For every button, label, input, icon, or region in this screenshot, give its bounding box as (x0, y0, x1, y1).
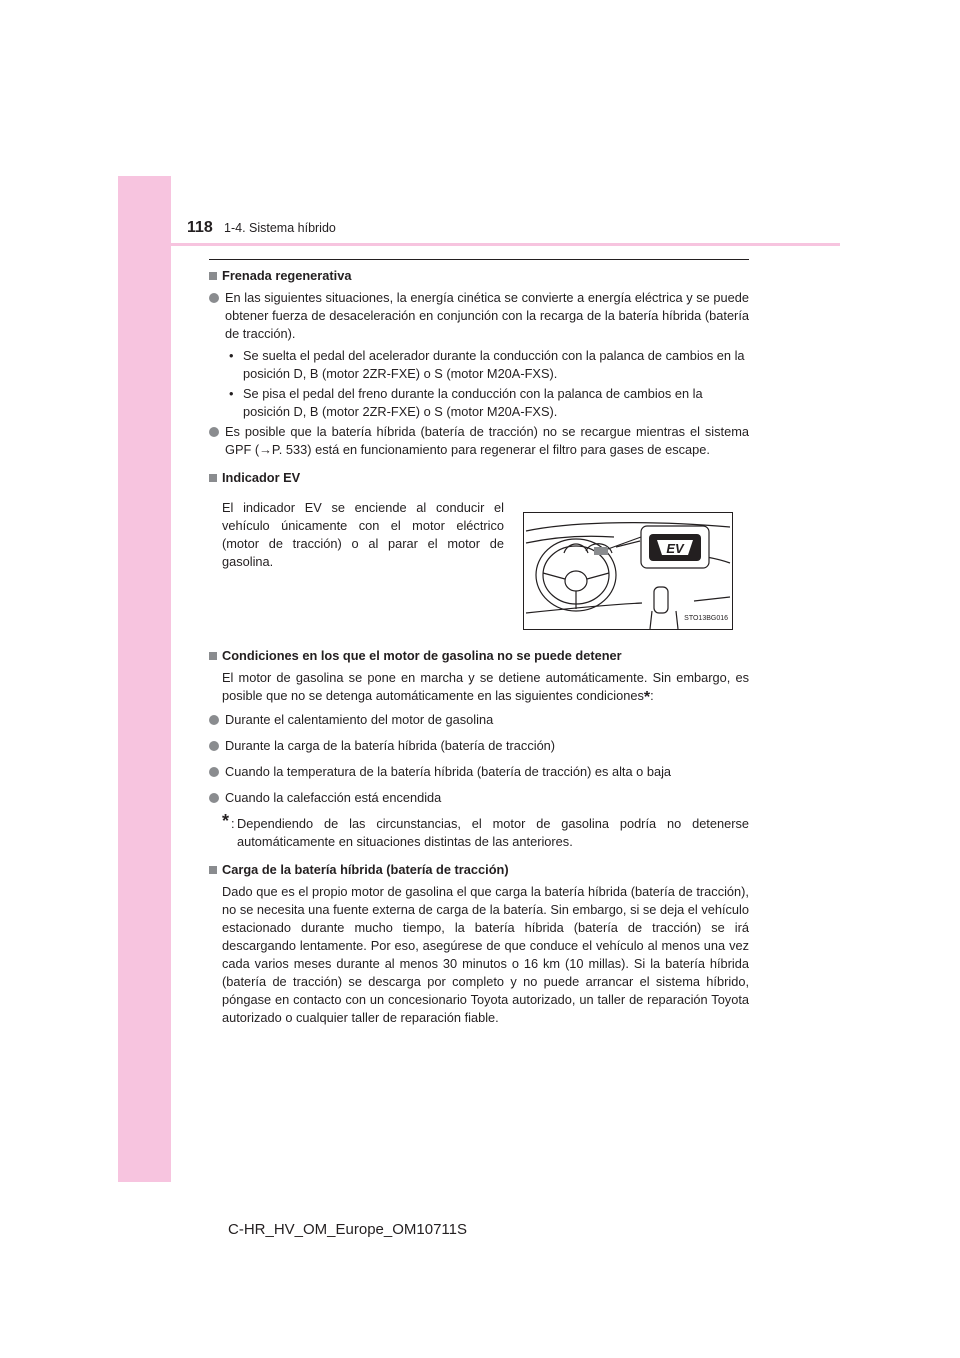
sub-item: • Se suelta el pedal del acelerador durante la conducción con la palanca de cambios en la posición D, B (motor 2ZR-FXE) o S (motor M20A-FXS). (229, 348, 745, 381)
heading-engine-conditions: Condiciones en los que el motor de gasolina no se puede detener (209, 647, 749, 665)
document-id: C-HR_HV_OM_Europe_OM10711S (228, 1221, 467, 1238)
page-content (209, 267, 749, 1031)
heading-battery-charging: Carga de la batería híbrida (batería de tracción) (209, 861, 749, 879)
ev-indicator-icon: EV (666, 541, 684, 556)
heading-ev-indicator: Indicador EV (209, 469, 749, 487)
bullet-item: Es posible que la batería híbrida (batería de tracción) no se recargue mientras el sistema GPF (→P. 533) está en funcionamiento para regenerar el filtro para gases de escape. (209, 423, 749, 459)
square-bullet-icon (209, 474, 217, 482)
dot-marker: • (229, 386, 234, 401)
square-bullet-icon (209, 652, 217, 660)
conditions-paragraph: El motor de gasolina se pone en marcha y se detiene automáticamente. Sin embargo, es posible que no se detenga automáticamente en las siguientes condiciones*: (222, 670, 749, 706)
heading-regenerative-braking: Frenada regenerativa (209, 267, 749, 285)
header-rule (171, 243, 840, 246)
circle-bullet-icon (209, 793, 219, 803)
bullet-item: Cuando la temperatura de la batería híbrida (batería de tracción) es alta o baja (209, 763, 749, 781)
page-number: 118 (187, 219, 213, 236)
footnote: * : Dependiendo de las circunstancias, el motor de gasolina podría no detenerse automáticamente en situaciones distintas de las anteriores. (222, 811, 749, 849)
content-top-rule (209, 259, 749, 260)
ev-description: El indicador EV se enciende al conducir el vehículo únicamente con el motor eléctrico (motor de tracción) o al parar el motor de gasolina. (222, 500, 504, 569)
circle-bullet-icon (209, 715, 219, 725)
dot-marker: • (229, 348, 234, 363)
bullet-item: Cuando la calefacción está encendida (209, 789, 749, 807)
bullet-item: Durante la carga de la batería híbrida (batería de tracción) (209, 737, 749, 755)
square-bullet-icon (209, 866, 217, 874)
bullet-item: Durante el calentamiento del motor de gasolina (209, 711, 749, 729)
circle-bullet-icon (209, 767, 219, 777)
ev-block (209, 491, 749, 641)
section-title: 1-4. Sistema híbrido (224, 221, 336, 235)
figure-code: STO13BG016 (684, 615, 728, 622)
circle-bullet-icon (209, 427, 219, 437)
circle-bullet-icon (209, 741, 219, 751)
asterisk-mark: * (643, 689, 651, 706)
circle-bullet-icon (209, 293, 219, 303)
sidebar-tab (118, 176, 171, 1182)
sub-item: • Se pisa el pedal del freno durante la conducción con la palanca de cambios en la posición D, B (motor 2ZR-FXE) o S (motor M20A-FXS). (229, 386, 703, 419)
square-bullet-icon (209, 272, 217, 280)
asterisk-mark: * (222, 811, 230, 831)
charging-paragraph: Dado que es el propio motor de gasolina el que carga la batería híbrida (batería de tracción), no se necesita una fuente externa de carga de la batería. Sin embargo, si se deja el vehículo estacionado durante mucho tiempo, la batería híbrida (batería de tracción) se irá descargando lentamente. Por eso, asegúrese de que conduce el vehículo al menos una vez cada varios meses durante al menos 30 minutos o 16 km (10 millas). Si la batería híbrida (batería de tracción) se descarga por completo y no puede arrancar el sistema híbrido, póngase en contacto con un concesionario Toyota autorizado, un taller de reparación Toyota autorizado o cualquier taller de reparación fiable. (222, 884, 749, 1025)
bullet-item: En las siguientes situaciones, la energía cinética se convierte a energía eléctrica y se puede obtener fuerza de desaceleración en conjunción con la recarga de la batería híbrida (batería de tracción). (209, 289, 749, 343)
ev-indicator-figure (523, 512, 733, 630)
